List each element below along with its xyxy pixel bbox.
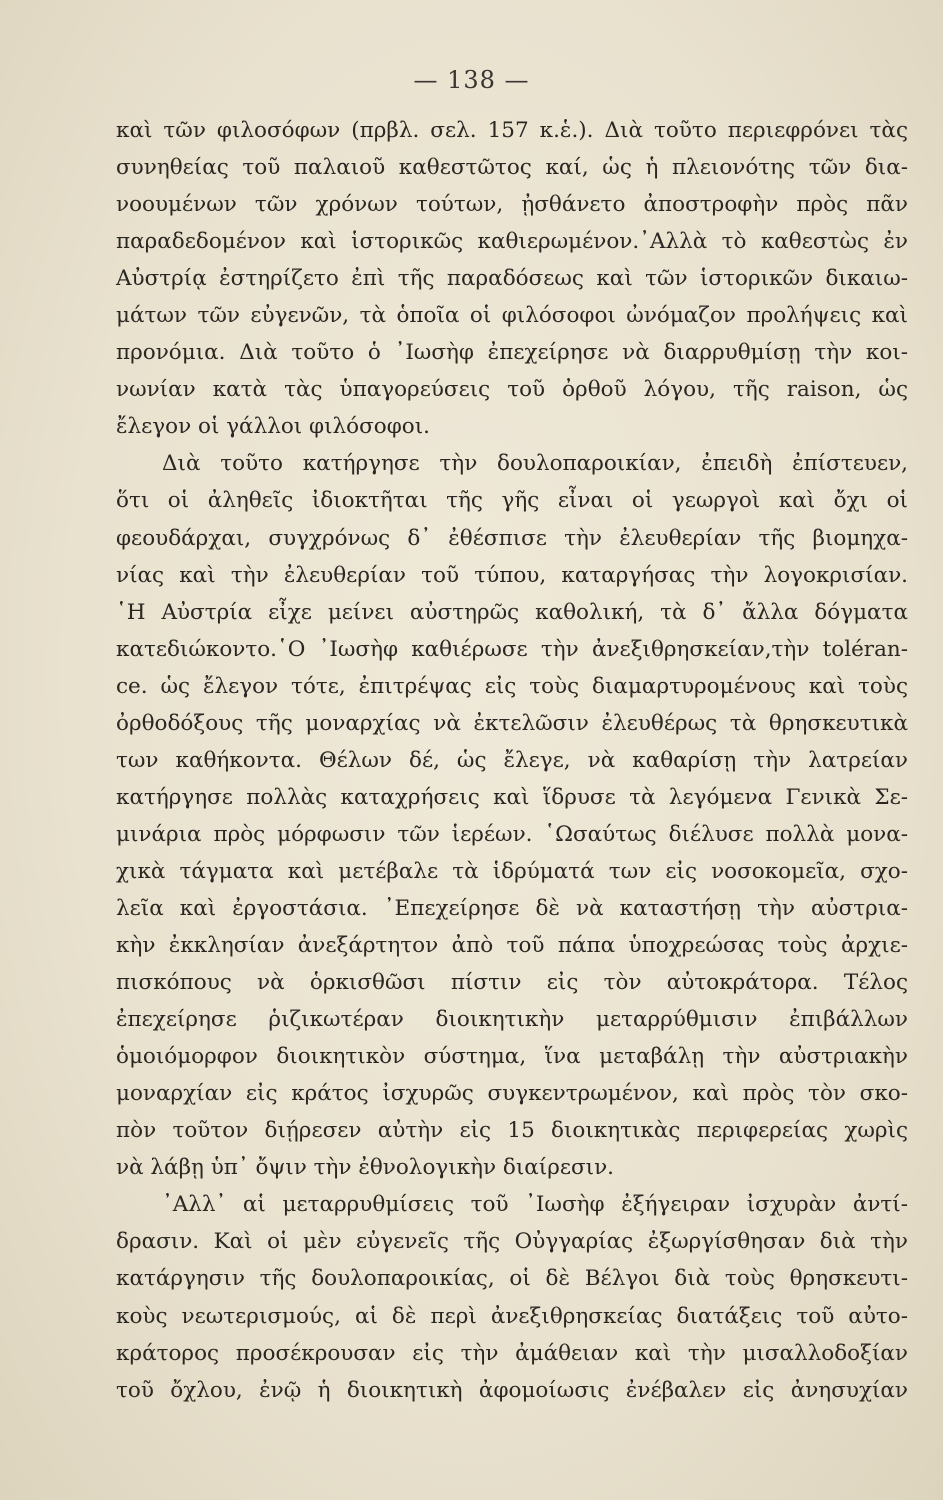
text-line: τοῦ ὄχλου, ἐνῷ ἡ διοικητικὴ ἀφομοίωσις ἐνέβαλεν εἰς ἀνησυχίαν <box>116 1377 908 1403</box>
text-line: κατάργησιν τῆς δουλοπαροικίας, οἱ δὲ Βέλγοι διὰ τοὺς θρησκευτι- <box>116 1266 908 1292</box>
text-line: Αὐστρίᾳ ἐστηρίζετο ἐπὶ τῆς παραδόσεως καὶ τῶν ἱστορικῶν δικαιω- <box>116 266 908 292</box>
text-line: νίας καὶ τὴν ἐλευθερίαν τοῦ τύπου, καταργήσας τὴν λογοκρισίαν. <box>116 562 908 588</box>
text-line: πὸν τοῦτον διῄρεσεν αὐτὴν εἰς 15 διοικητικὰς περιφερείας χωρὶς <box>116 1118 908 1144</box>
text-line: μάτων τῶν εὐγενῶν, τὰ ὁποῖα οἱ φιλόσοφοι ὠνόμαζον προλήψεις καὶ <box>116 303 908 329</box>
text-line: ce. ὡς ἔλεγον τότε, ἐπιτρέψας εἰς τοὺς διαμαρτυρομένους καὶ τοὺς <box>116 673 908 699</box>
text-line: πισκόπους νὰ ὁρκισθῶσι πίστιν εἰς τὸν αὐτοκράτορα. Τέλος <box>116 970 908 996</box>
text-line: κὴν ἐκκλησίαν ἀνεξάρτητον ἀπὸ τοῦ πάπα ὑποχρεώσας τοὺς ἀρχιε- <box>116 933 908 959</box>
text-line: μινάρια πρὸς μόρφωσιν τῶν ἱερέων. ῾Ωσαύτως διέλυσε πολλὰ μονα- <box>116 821 908 847</box>
text-line: χικὰ τάγματα καὶ μετέβαλε τὰ ἱδρύματά των εἰς νοσοκομεῖα, σχο- <box>116 858 908 884</box>
text-line: κράτορος προσέκρουσαν εἰς τὴν ἀμάθειαν καὶ τὴν μισαλλοδοξίαν <box>116 1340 908 1366</box>
text-line: νωνίαν κατὰ τὰς ὑπαγορεύσεις τοῦ ὀρθοῦ λόγου, τῆς raison, ὡς <box>116 377 908 403</box>
text-line: ὀρθοδόξους τῆς μοναρχίας νὰ ἐκτελῶσιν ἐλευθέρως τὰ θρησκευτικὰ <box>116 710 908 736</box>
text-line: παραδεδομένον καὶ ἱστορικῶς καθιερωμένον.᾿Αλλὰ τὸ καθεστὼς ἐν <box>116 229 908 255</box>
text-line: λεῖα καὶ ἐργοστάσια. ᾿Επεχείρησε δὲ νὰ καταστήσῃ τὴν αὐστρια- <box>116 895 908 921</box>
text-line: προνόμια. Διὰ τοῦτο ὁ ᾿Ιωσὴφ ἐπεχείρησε νὰ διαρρυθμίσῃ τὴν κοι- <box>116 340 908 366</box>
text-line: ῾Η Αὐστρία εἶχε μείνει αὐστηρῶς καθολική, τὰ δ᾿ ἄλλα δόγματα <box>116 599 908 625</box>
text-line: ἐπεχείρησε ῥιζικωτέραν διοικητικὴν μεταρρύθμισιν ἐπιβάλλων <box>116 1007 908 1033</box>
text-line: φεουδάρχαι, συγχρόνως δ᾿ ἐθέσπισε τὴν ἐλευθερίαν τῆς βιομηχα- <box>116 525 908 551</box>
text-line: δρασιν. Καὶ οἱ μὲν εὐγενεῖς τῆς Οὐγγαρίας ἐξωργίσθησαν διὰ τὴν <box>116 1229 908 1255</box>
text-line: ὁμοιόμορφον διοικητικὸν σύστημα, ἵνα μεταβάλῃ τὴν αὐστριακὴν <box>116 1044 908 1070</box>
text-line: μοναρχίαν εἰς κράτος ἰσχυρῶς συγκεντρωμένον, καὶ πρὸς τὸν σκο- <box>116 1081 908 1107</box>
text-line: ὅτι οἱ ἀληθεῖς ἰδιοκτῆται τῆς γῆς εἶναι οἱ γεωργοὶ καὶ ὄχι οἱ <box>116 488 908 514</box>
text-line: ἔλεγον οἱ γάλλοι φιλόσοφοι. <box>116 414 430 440</box>
text-line: καὶ τῶν φιλοσόφων (πρβλ. σελ. 157 κ.ἑ.). Διὰ τοῦτο περιεφρόνει τὰς <box>116 118 908 143</box>
text-line: συνηθείας τοῦ παλαιοῦ καθεστῶτος καί, ὡς ἡ πλειονότης τῶν δια- <box>116 155 908 181</box>
text-line: κατήργησε πολλὰς καταχρήσεις καὶ ἵδρυσε τὰ λεγόμενα Γενικὰ Σε- <box>116 784 908 810</box>
page-number: — 138 — <box>413 66 530 94</box>
body-text <box>116 112 908 1409</box>
text-line: ᾿Αλλ᾿ αἱ μεταρρυθμίσεις τοῦ ᾿Ιωσὴφ ἐξήγειραν ἰσχυρὰν ἀντί- <box>162 1192 908 1218</box>
text-line: κατεδιώκοντο.῾Ο ᾿Ιωσὴφ καθιέρωσε τὴν ἀνεξιθρησκείαν,τὴν toléran- <box>116 636 908 662</box>
text-line: νὰ λάβῃ ὑπ᾿ ὄψιν τὴν ἐθνολογικὴν διαίρεσιν. <box>116 1155 614 1181</box>
text-line: Διὰ τοῦτο κατήργησε τὴν δουλοπαροικίαν, ἐπειδὴ ἐπίστευεν, <box>162 451 908 477</box>
text-line: κοὺς νεωτερισμούς, αἱ δὲ περὶ ἀνεξιθρησκείας διατάξεις τοῦ αὐτο- <box>116 1303 908 1329</box>
text-line: των καθήκοντα. Θέλων δέ, ὡς ἔλεγε, νὰ καθαρίσῃ τὴν λατρείαν <box>116 747 908 773</box>
text-line: νοουμένων τῶν χρόνων τούτων, ᾐσθάνετο ἀποστροφὴν πρὸς πᾶν <box>116 192 908 218</box>
